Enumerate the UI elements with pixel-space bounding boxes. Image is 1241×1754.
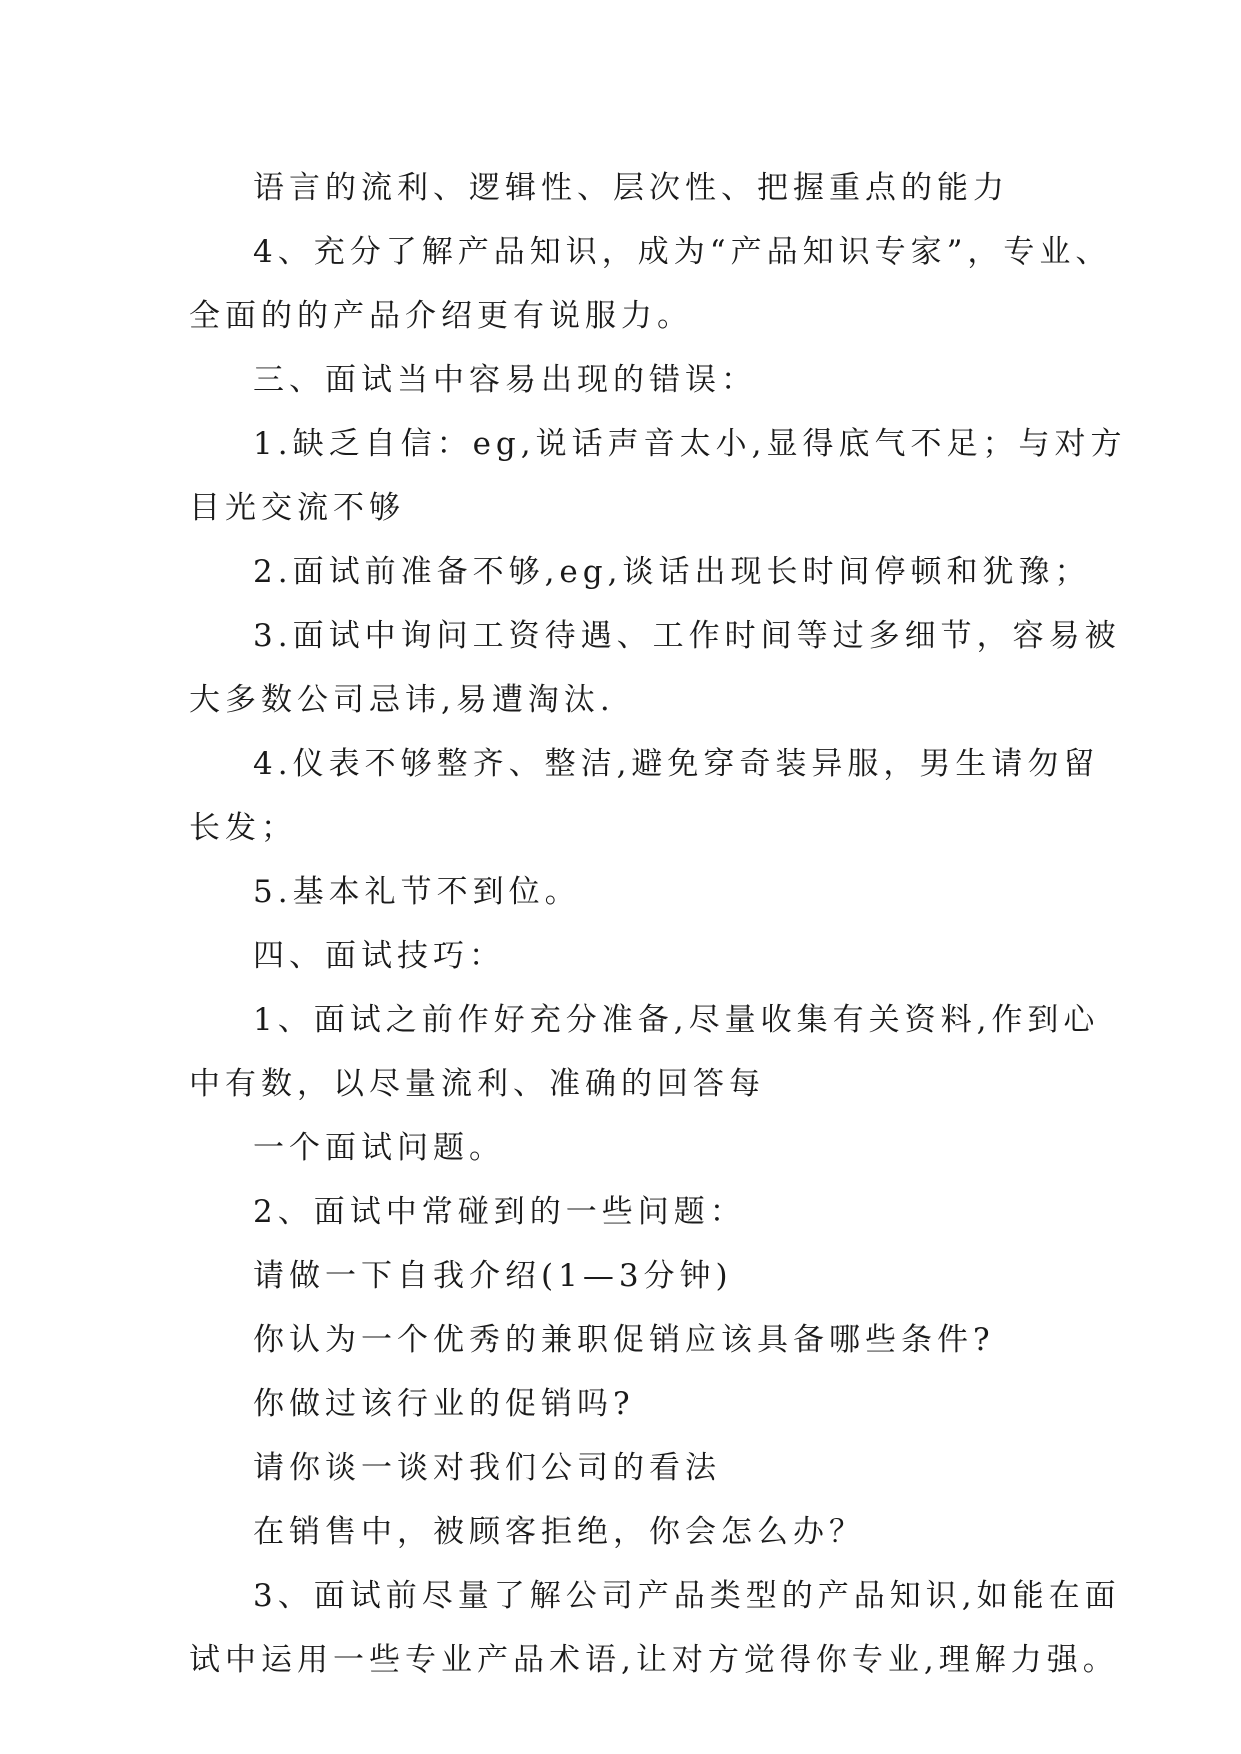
question-line: 请你谈一谈对我们公司的看法 bbox=[253, 1450, 721, 1486]
text-line: 全面的的产品介绍更有说服力。 bbox=[189, 298, 693, 334]
text-line: 语言的流利、逻辑性、层次性、把握重点的能力 bbox=[253, 170, 1009, 206]
question-line: 你认为一个优秀的兼职促销应该具备哪些条件? bbox=[253, 1322, 995, 1358]
question-line: 在销售中，被顾客拒绝，你会怎么办？ bbox=[253, 1514, 865, 1550]
text-line: 1.缺乏自信：eg,说话声音太小,显得底气不足；与对方 bbox=[253, 426, 1127, 462]
text-line: 一个面试问题。 bbox=[253, 1130, 505, 1166]
text-line: 1、面试之前作好充分准备,尽量收集有关资料,作到心 bbox=[253, 1002, 1100, 1038]
question-line: 你做过该行业的促销吗? bbox=[253, 1386, 635, 1422]
text-line: 4、充分了解产品知识，成为“产品知识专家”，专业、 bbox=[253, 234, 1112, 270]
section-heading: 三、面试当中容易出现的错误： bbox=[253, 362, 757, 398]
text-line: 3.面试中询问工资待遇、工作时间等过多细节，容易被 bbox=[253, 618, 1121, 654]
text-line: 4.仪表不够整齐、整洁,避免穿奇装异服，男生请勿留 bbox=[253, 746, 1100, 782]
text-line: 目光交流不够 bbox=[189, 490, 405, 526]
section-heading: 四、面试技巧： bbox=[253, 938, 505, 974]
text-line: 长发； bbox=[189, 810, 297, 846]
document-body bbox=[189, 156, 1127, 1692]
text-line: 中有数，以尽量流利、准确的回答每 bbox=[189, 1066, 765, 1102]
text-line: 试中运用一些专业产品术语,让对方觉得你专业,理解力强。 bbox=[189, 1642, 1119, 1678]
text-line: 2、面试中常碰到的一些问题： bbox=[253, 1194, 746, 1230]
text-line: 5.基本礼节不到位。 bbox=[253, 874, 581, 910]
text-line: 大多数公司忌讳,易遭淘汰. bbox=[189, 682, 615, 718]
text-line: 3、面试前尽量了解公司产品类型的产品知识,如能在面 bbox=[253, 1578, 1121, 1614]
text-line: 2.面试前准备不够,eg,谈话出现长时间停顿和犹豫； bbox=[253, 554, 1091, 590]
question-line: 请做一下自我介绍(1—3分钟) bbox=[253, 1258, 733, 1294]
